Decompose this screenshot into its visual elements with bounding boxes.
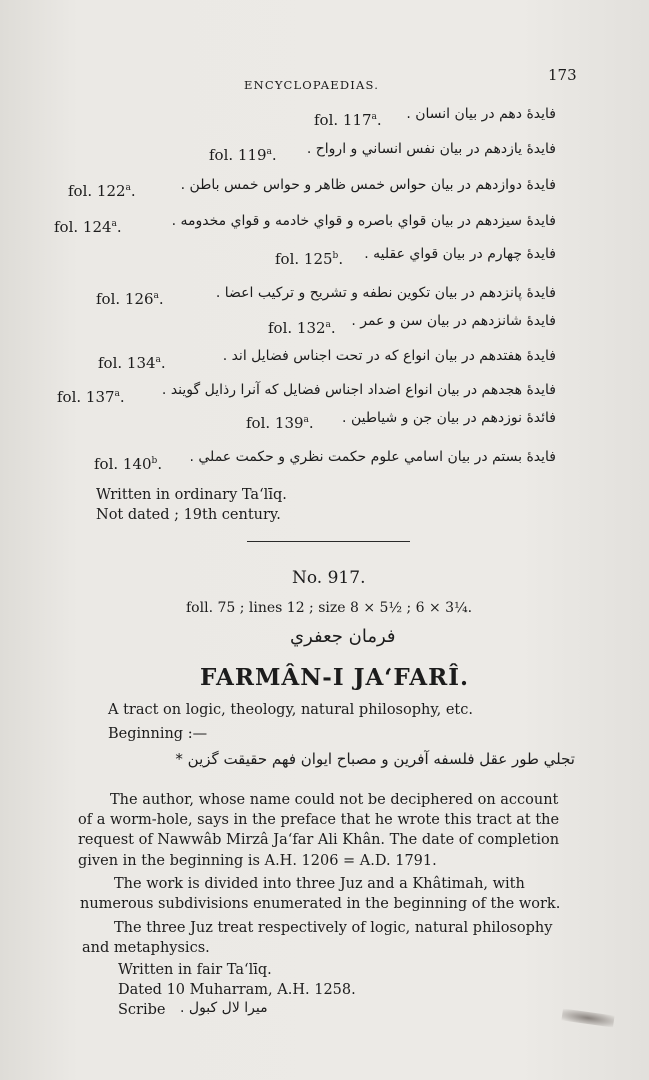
folio-ref: fol. 126$^a$.: [96, 290, 164, 308]
folio-ref: fol. 124$^a$.: [54, 218, 122, 236]
section-divider: [247, 541, 410, 542]
paragraph-line: and metaphysics.: [82, 940, 210, 956]
folio-ref: fol. 140$^b$.: [94, 455, 163, 473]
persian-title: فرمان جعفري: [290, 626, 396, 647]
persian-line: فائدهٔ نوزدهم در بيان جن و شياطين .: [342, 410, 556, 426]
persian-line: فايدهٔ دهم در بيان انسان .: [406, 106, 556, 122]
persian-line: فايدهٔ سيزدهم در بيان قواي باصره و قواي خادمه و قواي مخدومه .: [171, 213, 556, 229]
paragraph-line: The work is divided into three Juz and a Khâtimah, with: [114, 876, 525, 892]
date-note: Not dated ; 19th century.: [96, 507, 281, 523]
written-note: Written in fair Ta‘līq.: [118, 962, 272, 978]
beginning-persian: تجلي طور عقل فلسفه آفرين و مصباح ايوان فهم حقيقت گزين *: [175, 750, 575, 768]
paragraph-line: The three Juz treat respectively of logic, natural philosophy: [114, 920, 553, 936]
entry-description: A tract on logic, theology, natural philosophy, etc.: [108, 702, 473, 718]
paragraph-line: of a worm-hole, says in the preface that he wrote this tract at the: [78, 812, 560, 828]
script-note: Written in ordinary Ta‘līq.: [96, 487, 287, 503]
folio-ref: fol. 139$^a$.: [246, 414, 314, 432]
folio-ref: fol. 132$^a$.: [268, 319, 336, 337]
folio-ref: fol. 134$^a$.: [98, 354, 166, 372]
folio-ref: fol. 137$^a$.: [57, 388, 125, 406]
page-number: 173: [548, 66, 577, 84]
folio-ref: fol. 122$^a$.: [68, 182, 136, 200]
scribe-label: Scribe: [118, 1002, 166, 1018]
paragraph-line: request of Nawwâb Mirzâ Ja‘far Ali Khân. The date of completion: [78, 832, 560, 848]
persian-line: فايدهٔ بستم در بيان اسامي علوم حكمت نظري و حكمت عملي .: [189, 449, 556, 465]
scribe-persian: ميرا لال كبول .: [180, 1000, 268, 1016]
paragraph-line: numerous subdivisions enumerated in the beginning of the work.: [80, 896, 561, 912]
dated-note: Dated 10 Muharram, A.H. 1258.: [118, 982, 356, 998]
persian-line: فايدهٔ يازدهم در بيان نفس انساني و ارواح .: [306, 141, 556, 157]
entry-meta: foll. 75 ; lines 12 ; size 8 × 5½ ; 6 × 3¼.: [186, 600, 473, 616]
ink-smudge: [561, 1008, 614, 1027]
persian-line: فايدهٔ هفتدهم در بيان انواع كه در تحت اجناس فضايل اند .: [222, 348, 556, 364]
persian-line: فايدهٔ شانزدهم در بيان سن و عمر .: [351, 313, 556, 329]
persian-line: فايدهٔ دوازدهم در بيان حواس خمس ظاهر و حواس خمس باطن .: [180, 177, 556, 193]
persian-line: فايدهٔ هجدهم در بيان انواع اضداد اجناس فضايل كه آنرا رذايل گويند .: [161, 382, 556, 398]
beginning-label: Beginning :—: [108, 726, 208, 742]
running-header: ENCYCLOPAEDIAS.: [244, 78, 380, 92]
folio-ref: fol. 119$^a$.: [209, 146, 277, 164]
folio-ref: fol. 125$^b$.: [275, 250, 344, 268]
entry-number: No. 917.: [292, 568, 366, 588]
folio-ref: fol. 117$^a$.: [314, 111, 382, 129]
entry-title: FARMÂN-I JA‘FARÎ.: [200, 664, 470, 691]
persian-line: فايدهٔ چهارم در بيان قواي عقليه .: [364, 246, 556, 262]
paragraph-line: The author, whose name could not be deciphered on account: [110, 792, 559, 808]
persian-line: فايدهٔ پانزدهم در بيان تكوين نطفه و تشريح و تركيب اعضا .: [215, 285, 556, 301]
paragraph-line: given in the beginning is A.H. 1206 = A.D. 1791.: [78, 853, 437, 869]
